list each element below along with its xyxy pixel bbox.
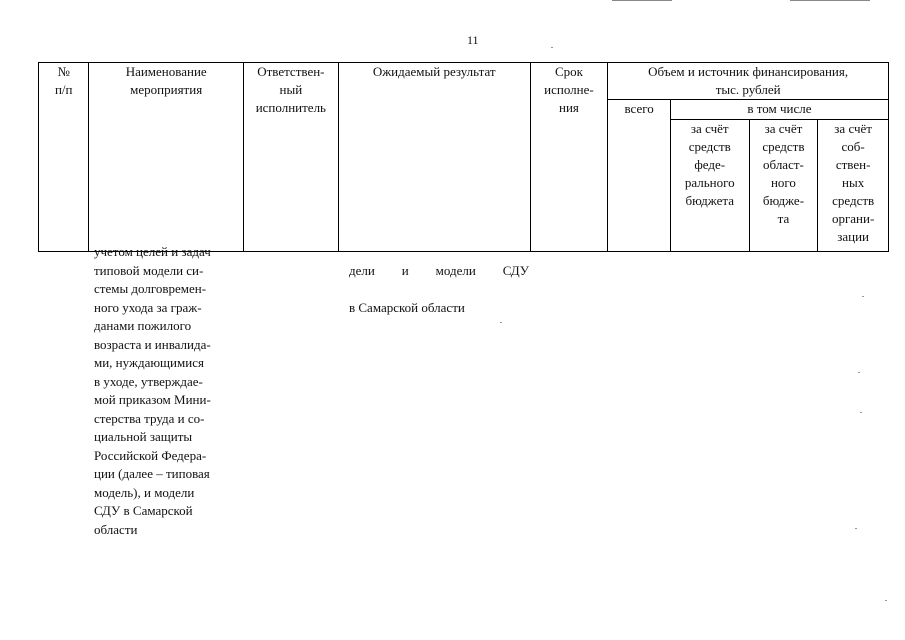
scan-speck xyxy=(862,296,864,297)
header-result: Ожидаемый результат xyxy=(338,63,530,252)
header-including: в том числе xyxy=(670,100,888,120)
scan-speck xyxy=(860,412,862,413)
scan-speck xyxy=(551,47,553,48)
row-name-text: учетом целей и задач типовой модели си- стемы долговремен- ного ухода за граж- данами пожилого возраста и инвалида- ми, нуждающимися в уходе, утверждае- мой приказом Мини- стерства труда и со- циальной защиты Российской Федера- ции (далее – типовая модель), и модели СДУ в Самарской области xyxy=(94,244,211,537)
row-result-line2: в Самарской области xyxy=(349,299,465,315)
header-number: № п/п xyxy=(39,63,89,252)
header-responsible: Ответствен- ный исполнитель xyxy=(243,63,338,252)
scan-edge-line xyxy=(612,0,672,1)
table-header xyxy=(38,62,889,252)
header-name: Наименование мероприятия xyxy=(89,63,243,252)
header-total: всего xyxy=(608,100,671,252)
page-number: 11 xyxy=(467,33,479,47)
header-regional: за счёт средств област- ного бюдже- та xyxy=(749,120,818,252)
scan-speck xyxy=(855,528,857,529)
row-result-line1: дели и модели СДУ xyxy=(349,262,529,278)
scan-speck xyxy=(885,600,887,601)
scan-speck xyxy=(858,372,860,373)
row-result xyxy=(349,243,529,317)
scan-speck xyxy=(500,322,502,323)
header-own: за счёт соб- ствен- ных средств органи- зации xyxy=(818,120,889,252)
scan-edge-line xyxy=(790,0,870,1)
header-federal: за счёт средств феде- рального бюджета xyxy=(670,120,749,252)
header-financing: Объем и источник финансирования, тыс. рублей xyxy=(608,63,889,100)
header-term: Срок исполне- ния xyxy=(530,63,608,252)
